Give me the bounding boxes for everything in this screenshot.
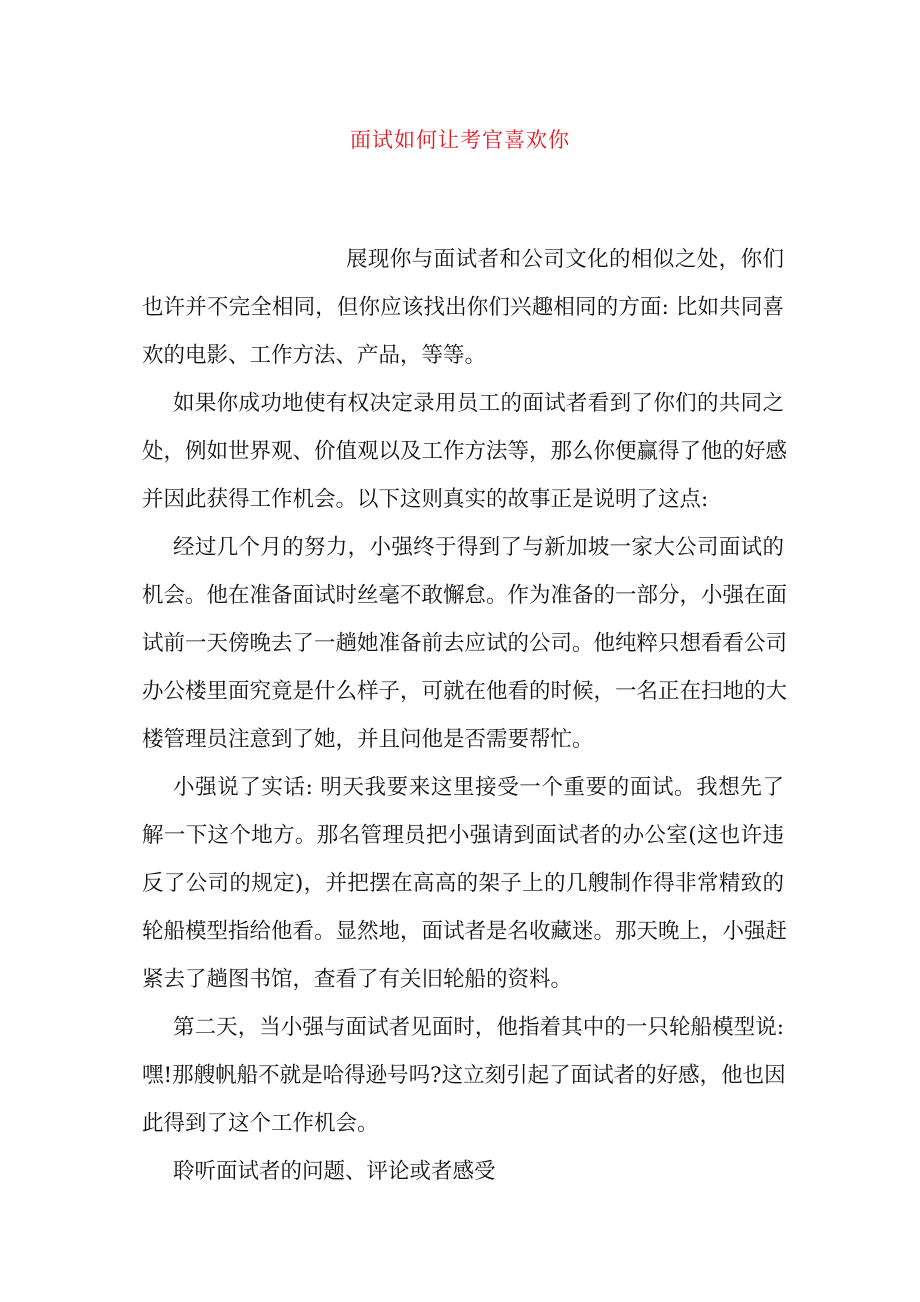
text-line: 小强说了实话: 明天我要来这里接受一个重要的面试。我想先了 [173, 775, 784, 800]
text-line: 机会。他在准备面试时丝毫不敢懈怠。作为准备的一部分，小强在面 [142, 583, 788, 608]
text-line: 试前一天傍晚去了一趟她准备前去应试的公司。他纯粹只想看看公司 [142, 631, 788, 656]
text-line: 展现你与面试者和公司文化的相似之处，你们 [346, 247, 784, 272]
text-line: 并因此获得工作机会。以下这则真实的故事正是说明了这点: [142, 487, 709, 512]
text-line: 第二天，当小强与面试者见面时，他指着其中的一只轮船模型说: [173, 1015, 784, 1040]
text-line: 办公楼里面究竟是什么样子，可就在他看的时候，一名正在扫地的大 [142, 679, 788, 704]
text-line: 紧去了趟图书馆，查看了有关旧轮船的资料。 [142, 967, 573, 992]
paragraph [142, 764, 788, 1004]
text-line: 楼管理员注意到了她，并且问他是否需要帮忙。 [142, 727, 594, 752]
text-line: 解一下这个地方。那名管理员把小强请到面试者的办公室(这也许违 [142, 823, 784, 848]
text-line: 嘿!那艘帆船不就是哈得逊号吗?这立刻引起了面试者的好感，他也因 [142, 1063, 786, 1088]
text-line: 聆听面试者的问题、评论或者感受 [173, 1159, 496, 1184]
text-line: 经过几个月的努力，小强终于得到了与新加坡一家大公司面试的 [173, 535, 784, 560]
text-line: 此得到了这个工作机会。 [142, 1111, 379, 1136]
document-body [142, 236, 788, 1196]
text-line: 反了公司的规定)，并把摆在高高的架子上的几艘制作得非常精致的 [142, 871, 784, 896]
document-title: 面试如何让考官喜欢你 [350, 128, 570, 152]
paragraph [142, 1004, 784, 1148]
text-line: 也许并不完全相同，但你应该找出你们兴趣相同的方面: 比如共同喜 [142, 295, 784, 320]
text-line: 如果你成功地使有权决定录用员工的面试者看到了你们的共同之 [173, 391, 784, 416]
paragraph [142, 1148, 784, 1196]
paragraph [142, 524, 788, 764]
text-line: 处，例如世界观、价值观以及工作方法等，那么你便赢得了他的好感 [142, 439, 788, 464]
text-line: 欢的电影、工作方法、产品，等等。 [142, 343, 487, 368]
paragraph [142, 236, 784, 380]
paragraph [142, 380, 788, 524]
text-line: 轮船模型指给他看。显然地，面试者是名收藏迷。那天晚上，小强赶 [142, 919, 788, 944]
